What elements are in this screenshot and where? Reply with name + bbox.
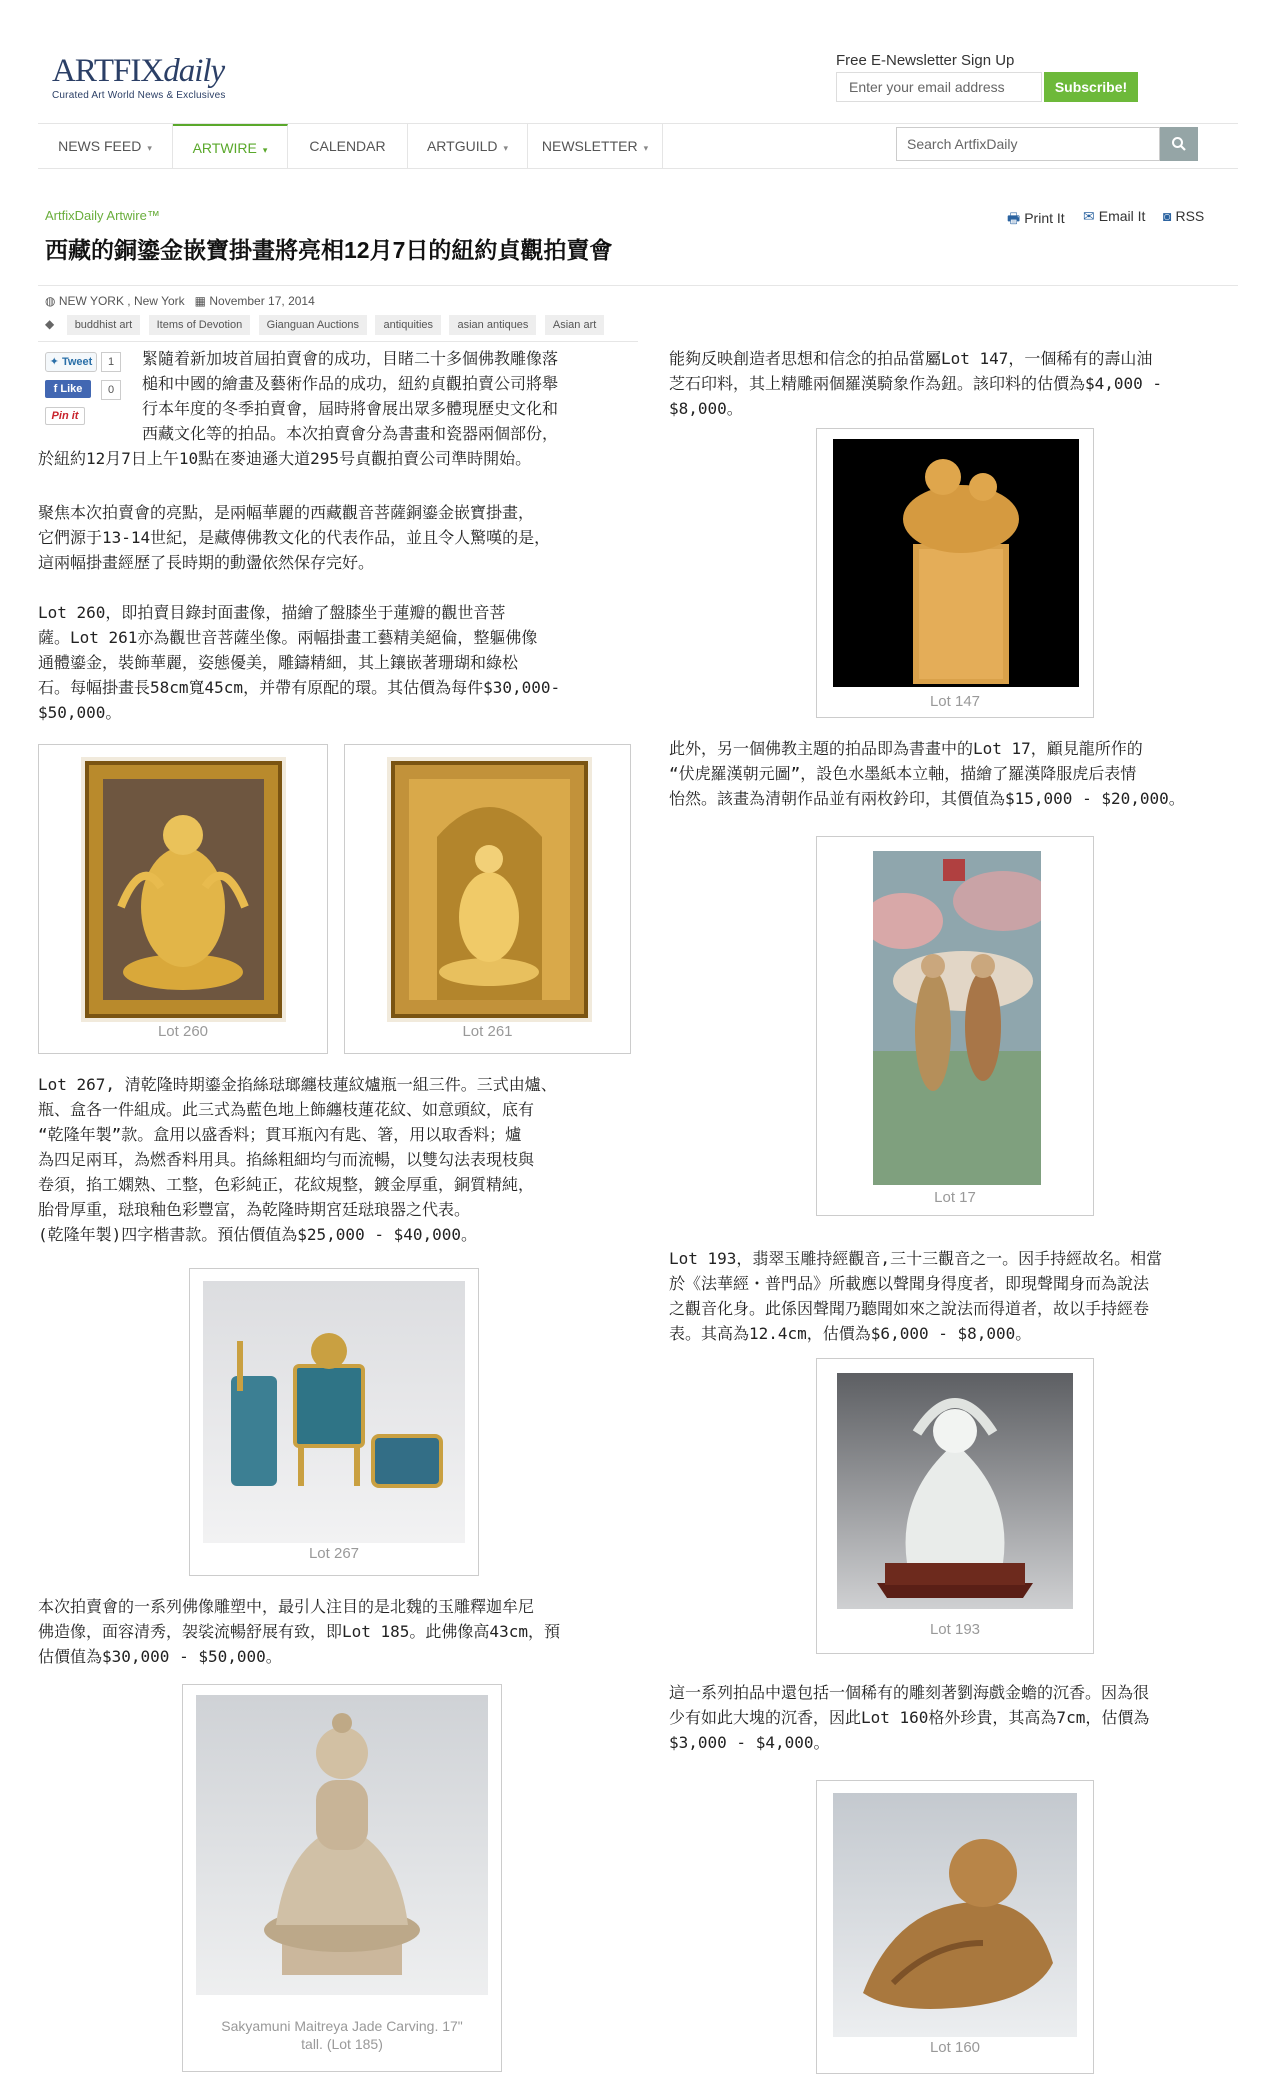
print-icon: 🖶 bbox=[1007, 210, 1021, 226]
text-line: 佛造像，面容清秀，袈裟流暢舒展有致，即Lot 185。此佛像高43cm，預 bbox=[38, 1622, 560, 1641]
nav-item-calendar[interactable] bbox=[288, 124, 408, 168]
nav-item-news-feed[interactable] bbox=[38, 124, 173, 168]
text-line: 於《法華經・普門品》所載應以聲聞身得度者，即現聲聞身而為說法 bbox=[669, 1274, 1150, 1293]
tag-icon: ◆ bbox=[45, 317, 55, 331]
article-meta bbox=[45, 294, 315, 308]
lot-193-image bbox=[837, 1373, 1073, 1609]
text-line: 這兩幅掛畫經歷了長時期的動盪依然保存完好。 bbox=[38, 553, 375, 572]
text-line: 瓶、盒各一件組成。此三式為藍色地上飾纏枝蓮花紋、如意頭紋，底有 bbox=[38, 1100, 535, 1119]
caption: Lot 160 bbox=[929, 2039, 981, 2056]
lot-147-image bbox=[833, 439, 1079, 687]
image-card-lot-193[interactable] bbox=[816, 1358, 1094, 1654]
text-line: 本次拍賣會的一系列佛像雕塑中，最引人注目的是北魏的玉雕釋迦牟尼 bbox=[38, 1597, 535, 1616]
text-line: 緊隨着新加坡首屆拍賣會的成功，目睹二十多個佛教雕像落 bbox=[142, 349, 559, 368]
article-title: 西藏的銅鎏金嵌寶掛畫將亮相12月7日的紐約貞觀拍賣會 bbox=[45, 237, 613, 263]
image-card-lot-17[interactable] bbox=[816, 836, 1094, 1216]
newsletter-title: Free E-Newsletter Sign Up bbox=[836, 52, 1015, 69]
text-line: 能夠反映創造者思想和信念的拍品當屬Lot 147，一個稀有的壽山油 bbox=[669, 349, 1153, 368]
caption: Lot 147 bbox=[929, 693, 981, 710]
pinterest-button[interactable]: Pin it bbox=[45, 407, 85, 425]
image-card-lot-261[interactable] bbox=[344, 744, 631, 1054]
paragraph-lot-160 bbox=[669, 1680, 1239, 1755]
nav-item-artwire[interactable] bbox=[173, 124, 288, 168]
text-line: 行本年度的冬季拍賣會，屆時將會展出眾多體現歷史文化和 bbox=[142, 399, 559, 418]
facebook-like-button[interactable] bbox=[45, 380, 91, 398]
chevron-down-icon: ▾ bbox=[262, 145, 268, 155]
paragraph-lot-267 bbox=[38, 1072, 648, 1247]
text-line: 胎骨厚重，琺琅釉色彩豐富，為乾隆時期宮廷琺琅器之代表。 bbox=[38, 1200, 471, 1219]
text-line: 芝石印料，其上精雕兩個羅漢騎象作為鈕。該印料的估價為$4,000 - bbox=[669, 374, 1163, 393]
paragraph-lot-193 bbox=[669, 1246, 1239, 1346]
nav-label: ARTGUILD bbox=[426, 138, 498, 154]
calendar-icon: ▦ bbox=[194, 294, 207, 308]
nav-item-newsletter[interactable] bbox=[528, 124, 663, 168]
text-line: 西藏文化等的拍品。本次拍賣會分為書畫和瓷器兩個部份， bbox=[142, 424, 559, 443]
caption: Lot 260 bbox=[157, 1023, 209, 1040]
paragraph-lot-147 bbox=[669, 346, 1239, 421]
rss-icon: ◙ bbox=[1163, 208, 1172, 224]
text-line: $8,000。 bbox=[669, 399, 743, 418]
chevron-down-icon: ▾ bbox=[147, 143, 152, 153]
text-line: 通體鎏金，裝飾華麗，姿態優美，雕鑄精細，其上鑲嵌著珊瑚和綠松 bbox=[38, 653, 519, 672]
text-line: 槌和中國的繪畫及藝術作品的成功，紐約貞觀拍賣公司將舉 bbox=[142, 374, 559, 393]
lot-260-image bbox=[81, 757, 286, 1022]
text-line: 之觀音化身。此係因聲聞乃聽聞如來之說法而得道者，故以手持經卷 bbox=[669, 1299, 1150, 1318]
image-card-lot-160[interactable] bbox=[816, 1780, 1094, 2074]
text-line: 少有如此大塊的沉香，因此Lot 160格外珍貴，其高為7cm，估價為 bbox=[669, 1708, 1150, 1727]
caption-line: tall. (Lot 185) bbox=[301, 2036, 383, 2052]
tag[interactable]: Items of Devotion bbox=[149, 315, 251, 335]
divider bbox=[38, 341, 638, 342]
image-card-lot-267[interactable] bbox=[189, 1268, 479, 1576]
intro-paragraph bbox=[142, 346, 642, 446]
caption: Lot 17 bbox=[934, 1189, 976, 1206]
tweet-count: 1 bbox=[101, 352, 121, 372]
nav-label: NEWSLETTER bbox=[541, 138, 638, 154]
logo-tagline: Curated Art World News & Exclusives bbox=[52, 90, 226, 101]
print-link[interactable] bbox=[1007, 208, 1065, 232]
tag[interactable]: asian antiques bbox=[449, 315, 536, 335]
text-line: “乾隆年製”款。盒用以盛香料；貫耳瓶內有匙、箸，用以取香料；爐 bbox=[38, 1125, 522, 1144]
text-line: Lot 267, 清乾隆時期鎏金掐絲琺瑯纏枝蓮紋爐瓶一組三件。三式由爐、 bbox=[38, 1075, 557, 1094]
text-line: $50,000。 bbox=[38, 703, 122, 722]
nav-item-artguild[interactable] bbox=[408, 124, 528, 168]
search-icon bbox=[1171, 136, 1187, 152]
caption-line: Sakyamuni Maitreya Jade Carving. 17" bbox=[221, 2018, 463, 2034]
text-line: 石。每幅掛畫長58cm寬45cm，并帶有原配的環。其估價為每件$30,000- bbox=[38, 678, 561, 697]
caption: Lot 193 bbox=[929, 1621, 981, 1638]
paragraph-lot-185 bbox=[38, 1594, 648, 1669]
image-card-lot-260[interactable] bbox=[38, 744, 328, 1054]
chevron-down-icon: ▾ bbox=[643, 143, 649, 153]
tag[interactable]: Asian art bbox=[545, 315, 604, 335]
email-icon: ✉ bbox=[1083, 208, 1095, 224]
divider bbox=[38, 285, 1238, 286]
image-card-lot-185[interactable] bbox=[182, 1684, 502, 2072]
site-logo[interactable] bbox=[52, 55, 226, 101]
paragraph-lot-260 bbox=[38, 600, 648, 725]
text-line: 卷須，掐工嫻熟、工整，色彩純正，花紋規整，鍍金厚重，銅質精純， bbox=[38, 1175, 535, 1194]
tag[interactable]: antiquities bbox=[375, 315, 441, 335]
caption: Lot 267 bbox=[308, 1545, 360, 1562]
location: NEW YORK , New York bbox=[58, 294, 185, 308]
caption: Lot 261 bbox=[462, 1023, 513, 1040]
text-line: Lot 260，即拍賣目錄封面畫像，描繪了盤膝坐于蓮瓣的觀世音菩 bbox=[38, 603, 506, 622]
text-line: 聚焦本次拍賣會的亮點，是兩幅華麗的西藏觀音菩薩銅鎏金嵌寶掛畫， bbox=[38, 503, 535, 522]
text-line: 估價值為$30,000 - $50,000。 bbox=[38, 1647, 282, 1666]
newsletter-email-input[interactable]: Enter your email address bbox=[836, 72, 1042, 102]
text-line: “伏虎羅漢朝元圖”，設色水墨紙本立軸，描繪了羅漢降服虎后表情 bbox=[669, 764, 1137, 783]
print-label: Print It bbox=[1024, 210, 1065, 226]
tag-list bbox=[45, 315, 608, 337]
image-card-lot-147[interactable] bbox=[816, 428, 1094, 718]
lot-185-image bbox=[196, 1695, 488, 1995]
rss-link[interactable] bbox=[1163, 208, 1204, 224]
subscribe-button[interactable]: Subscribe! bbox=[1044, 72, 1138, 102]
email-label: Email It bbox=[1098, 208, 1146, 224]
article-kicker[interactable]: ArtfixDaily Artwire™ bbox=[45, 208, 160, 223]
facebook-icon: f bbox=[53, 383, 58, 395]
tweet-button[interactable] bbox=[45, 352, 97, 372]
paragraph-highlight bbox=[38, 500, 648, 575]
text-line: 薩。Lot 261亦為觀世音菩薩坐像。兩幅掛畫工藝精美絕倫，整軀佛像 bbox=[38, 628, 538, 647]
chevron-down-icon: ▾ bbox=[503, 143, 509, 153]
globe-icon: ◍ bbox=[45, 294, 56, 308]
lot-267-image bbox=[203, 1281, 465, 1543]
rss-label: RSS bbox=[1175, 208, 1205, 224]
tag[interactable]: buddhist art bbox=[67, 315, 140, 335]
text-line: 此外，另一個佛教主題的拍品即為書畫中的Lot 17，顧見龍所作的 bbox=[669, 739, 1143, 758]
site-search-input[interactable]: Search ArtfixDaily bbox=[896, 127, 1160, 161]
logo-daily-text: daily bbox=[163, 53, 225, 89]
date: November 17, 2014 bbox=[209, 294, 315, 308]
text-line: 這一系列拍品中還包括一個稀有的雕刻著劉海戲金蟾的沉香。因為很 bbox=[669, 1683, 1150, 1702]
like-label: Like bbox=[60, 383, 83, 395]
text-line: 怡然。該畫為清朝作品並有兩枚鈐印，其價值為$15,000 - $20,000。 bbox=[669, 789, 1185, 808]
tweet-label: Tweet bbox=[61, 356, 93, 368]
text-line: (乾隆年製)四字楷書款。預估價值為$25,000 - $40,000。 bbox=[38, 1225, 478, 1244]
nav-label: CALENDAR bbox=[309, 138, 386, 154]
twitter-icon: ✦ bbox=[49, 356, 59, 368]
tag[interactable]: Gianguan Auctions bbox=[259, 315, 367, 335]
paragraph-lot-17 bbox=[669, 736, 1239, 811]
intro-paragraph-last: 於紐約12月7日上午10點在麥迪遜大道295号貞觀拍賣公司準時開始。 bbox=[38, 449, 532, 468]
nav-label: NEWS FEED bbox=[58, 138, 142, 154]
caption bbox=[183, 2017, 501, 2053]
lot-160-image bbox=[833, 1793, 1077, 2037]
text-line: 它們源于13-14世紀，是藏傳佛教文化的代表作品，並且令人驚嘆的是， bbox=[38, 528, 551, 547]
email-link[interactable] bbox=[1083, 208, 1145, 225]
text-line: $3,000 - $4,000。 bbox=[669, 1733, 830, 1752]
nav-label: ARTWIRE bbox=[192, 140, 257, 156]
text-line: 表。其高為12.4cm，估價為$6,000 - $8,000。 bbox=[669, 1324, 1032, 1343]
lot-17-image bbox=[873, 851, 1041, 1185]
lot-261-image bbox=[387, 757, 592, 1022]
text-line: 為四足兩耳，為燃香料用具。掐絲粗細均勻而流暢，以雙勾法表現枝與 bbox=[38, 1150, 535, 1169]
logo-text: ARTFIX bbox=[52, 53, 164, 89]
like-count: 0 bbox=[101, 380, 121, 400]
search-button[interactable] bbox=[1160, 127, 1198, 161]
text-line: Lot 193，翡翠玉雕持經觀音,三十三觀音之一。因手持經故名。相當 bbox=[669, 1249, 1163, 1268]
